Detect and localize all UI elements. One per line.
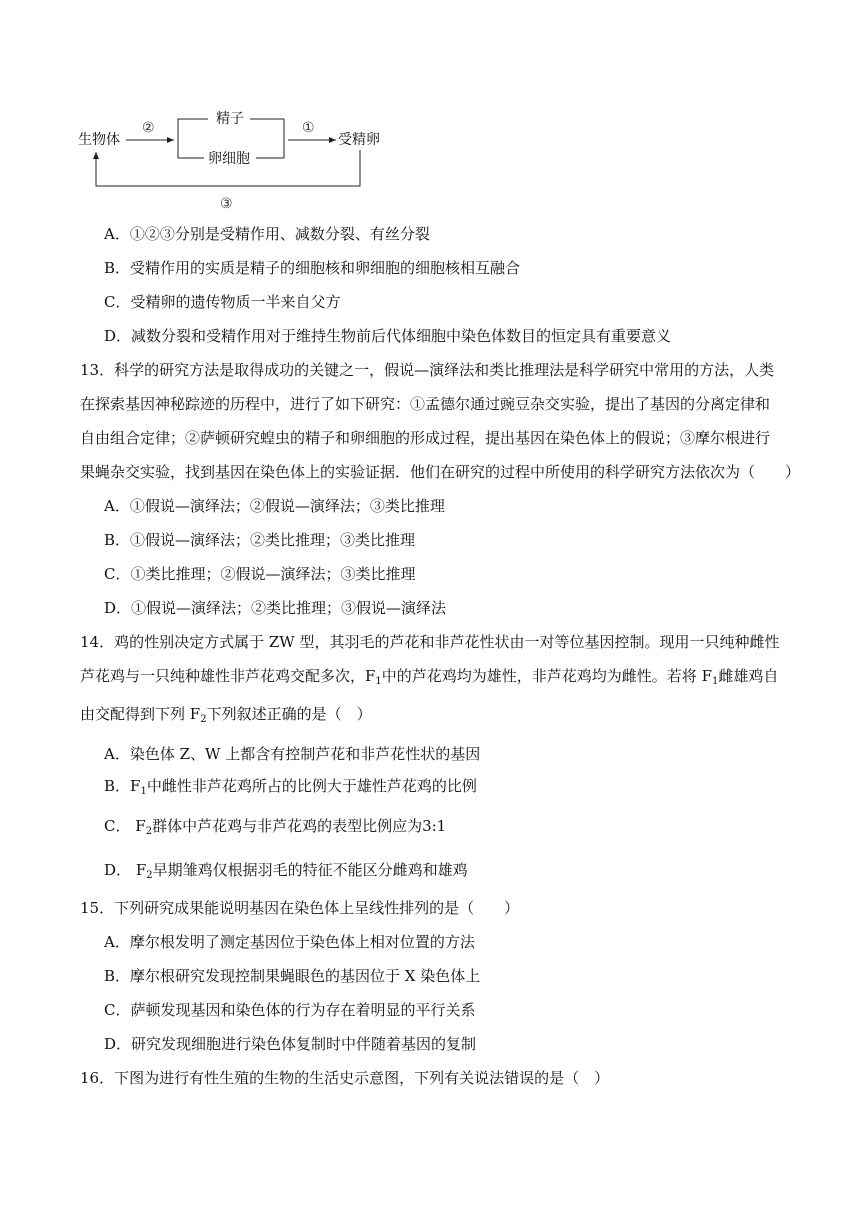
step3-label: ③ [220,196,233,212]
q14-text: F [135,817,146,835]
q15-option-c: C．萨顿发现基因和染色体的行为存在着明显的平行关系 [104,1001,476,1019]
subscript: 2 [146,870,153,881]
q14-option-d [104,860,468,886]
organism-label: 生物体 [78,132,120,148]
step1-label: ① [302,120,315,136]
q14-text: 中雌性非芦花鸡所占的比例大于雄性芦花鸡的比例 [146,777,477,795]
subscript: 1 [140,786,147,797]
q14-text: D． [104,861,132,879]
q14-option-a: A．染色体 Z、W 上都含有控制芦花和非芦花性状的基因 [104,745,481,763]
gamete-bracket-left [178,119,192,158]
q14-text: C． [104,817,131,835]
q16-stem: 16．下图为进行有性生殖的生物的生活史示意图，下列有关说法错误的是（ ） [80,1069,610,1087]
q15-option-d: D．研究发现细胞进行染色体复制时中伴随着基因的复制 [104,1035,477,1053]
subscript: 2 [200,714,207,725]
zygote-label: 受精卵 [338,132,380,148]
q14-text: 群体中芦花鸡与非芦花鸡的表型比例应为 [152,817,423,835]
sperm-label: 精子 [216,111,244,127]
q15-option-a: A．摩尔根发明了测定基因位于染色体上相对位置的方法 [104,933,475,951]
ratio: 3:1 [422,817,447,835]
q13-option-b: B．①假说—演绎法；②类比推理；③类比推理 [104,531,416,549]
q14-text: 早期雏鸡仅根据羽毛的特征不能区分雌鸡和雄鸡 [152,861,468,879]
q14-text: B．F [104,777,141,795]
q12-option-a: A．①②③分别是受精作用、减数分裂、有丝分裂 [104,225,430,243]
q14-stem-line1: 14．鸡的性别决定方式属于 ZW 型，其羽毛的芦花和非芦花性状由一对等位基因控制。现用一只纯种雌性 [80,633,780,651]
q13-option-c: C．①类比推理；②假说—演绎法；③类比推理 [104,565,416,583]
q12-option-c: C．受精卵的遗传物质一半来自父方 [104,293,341,311]
q14-text: 雌雄鸡自 [718,667,779,685]
q14-stem-line2 [80,666,778,692]
life-cycle-diagram [70,100,400,215]
q14-text: 芦花鸡与一只纯种雄性非芦花鸡交配多次，F [80,667,376,685]
q14-stem-line3 [80,704,372,730]
q12-option-b: B．受精作用的实质是精子的细胞核和卵细胞的细胞核相互融合 [104,259,521,277]
q13-stem-line3: 自由组合定律；②萨顿研究蝗虫的精子和卵细胞的形成过程，提出基因在染色体上的假说；③摩尔根进行 [80,429,771,447]
subscript: 1 [375,676,382,687]
subscript: 2 [145,826,153,837]
q14-text: 下列叙述正确的是（ ） [206,705,372,723]
q13-stem-line2: 在探索基因神秘踪迹的历程中，进行了如下研究：①孟德尔通过豌豆杂交实验，提出了基因的分离定律和 [80,395,771,413]
q15-option-b: B．摩尔根研究发现控制果蝇眼色的基因位于 X 染色体上 [104,967,481,985]
q12-option-d: D．减数分裂和受精作用对于维持生物前后代体细胞中染色体数目的恒定具有重要意义 [104,327,672,345]
q14-text: 中的芦花鸡均为雄性，非芦花鸡均为雌性。若将 F [381,667,712,685]
q13-stem-line1: 13．科学的研究方法是取得成功的关键之一，假说—演绎法和类比推理法是科学研究中常用的方法，人类 [80,361,775,379]
q15-stem: 15．下列研究成果能说明基因在染色体上呈线性排列的是（ ） [80,899,520,917]
q14-text: F [135,861,147,879]
q13-stem-line4: 果蝇杂交实验，找到基因在染色体上的实验证据．他们在研究的过程中所使用的科学研究方法依次为（ ） [80,463,801,481]
q14-text: 由交配得到下列 F [80,705,201,723]
egg-label: 卵细胞 [208,151,250,167]
q13-option-a: A．①假说—演绎法；②假说—演绎法；③类比推理 [104,497,445,515]
subscript: 1 [711,676,719,687]
q14-option-b [104,776,477,802]
q13-option-d: D．①假说—演绎法；②类比推理；③假说—演绎法 [104,599,447,617]
q14-option-c [104,816,446,842]
step2-label: ② [142,120,155,136]
